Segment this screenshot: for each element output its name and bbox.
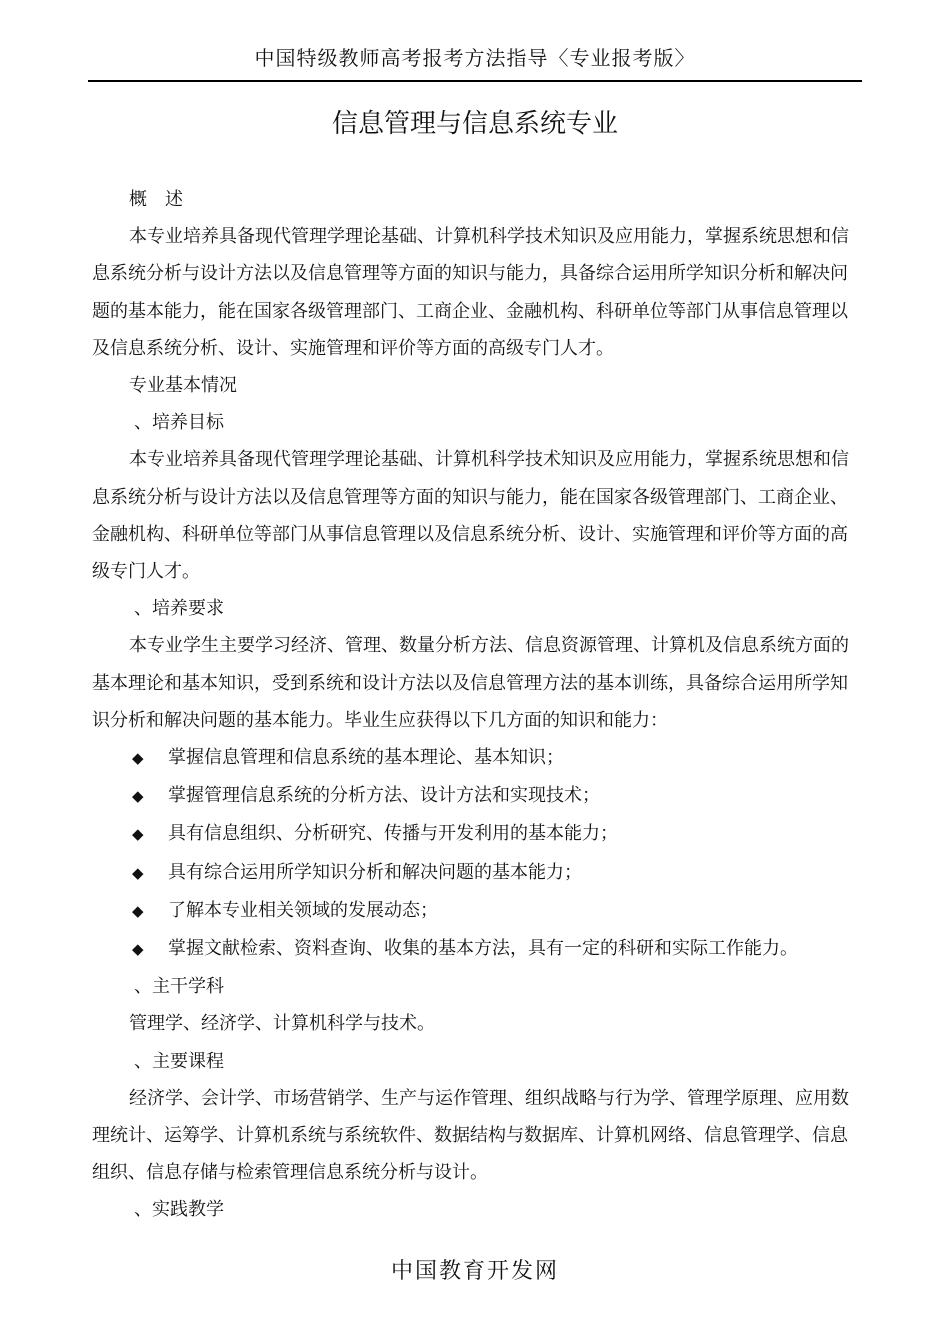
list-item — [92, 739, 860, 777]
document-title: 信息管理与信息系统专业 — [331, 109, 618, 139]
document-body — [92, 181, 860, 1229]
diamond-bullet-icon: ◆ — [132, 749, 144, 768]
list-item — [92, 854, 860, 892]
main-subject-heading: 、主干学科 — [134, 976, 224, 998]
overview-heading: 概 述 — [129, 189, 183, 210]
list-item — [92, 892, 860, 930]
list-item-text: 具有信息组织、分析研究、传播与开发利用的基本能力； — [168, 823, 618, 845]
diamond-bullet-icon: ◆ — [132, 940, 144, 959]
requirements-paragraph: 本专业学生主要学习经济、管理、数量分析方法、信息资源管理、计算机及信息系统方面的基本理论和基本知识，受到系统和设计方法以及信息管理方法的基本训练，具备综合运用所学知识分析和解决问题的基本能力。毕业生应获得以下几方面的知识和能力： — [92, 635, 849, 731]
list-item — [92, 930, 860, 968]
list-item-text: 掌握管理信息系统的分析方法、设计方法和实现技术； — [168, 785, 600, 807]
list-item-text: 掌握文献检索、资料查询、收集的基本方法，具有一定的科研和实际工作能力。 — [168, 938, 798, 960]
basic-info-heading: 专业基本情况 — [129, 375, 237, 397]
diamond-bullet-icon: ◆ — [132, 863, 144, 882]
goal-paragraph: 本专业培养具备现代管理学理论基础、计算机科学技术知识及应用能力，掌握系统思想和信息系统分析与设计方法以及信息管理等方面的知识与能力，能在国家各级管理部门、工商企业、金融机构、科研单位等部门从事信息管理以及信息系统分析、设计、实施管理和评价等方面的高级专门人才。 — [92, 449, 849, 583]
list-item-text: 具有综合运用所学知识分析和解决问题的基本能力； — [168, 861, 582, 883]
header-divider — [88, 80, 862, 82]
list-item-text: 了解本专业相关领域的发展动态； — [168, 899, 438, 921]
practice-heading: 、实践教学 — [134, 1199, 224, 1221]
goal-heading: 、培养目标 — [134, 412, 224, 434]
list-item-text: 掌握信息管理和信息系统的基本理论、基本知识； — [168, 747, 564, 769]
page-header: 中国特级教师高考报考方法指导〈专业报考版〉 — [254, 46, 696, 70]
courses-heading: 、主要课程 — [134, 1050, 224, 1072]
diamond-bullet-icon: ◆ — [132, 787, 144, 806]
requirements-heading: 、培养要求 — [134, 598, 224, 620]
overview-paragraph: 本专业培养具备现代管理学理论基础、计算机科学技术知识及应用能力，掌握系统思想和信息系统分析与设计方法以及信息管理等方面的知识与能力，具备综合运用所学知识分析和解决问题的基本能力，能在国家各级管理部门、工商企业、金融机构、科研单位等部门从事信息管理以及信息系统分析、设计、实施管理和评价等方面的高级专门人才。 — [92, 226, 849, 359]
page-footer: 中国教育开发网 — [390, 1259, 559, 1284]
diamond-bullet-icon: ◆ — [132, 825, 144, 844]
main-subject-paragraph: 管理学、经济学、计算机科学与技术。 — [129, 1013, 435, 1035]
courses-paragraph: 经济学、会计学、市场营销学、生产与运作管理、组织战略与行为学、管理学原理、应用数理统计、运筹学、计算机系统与系统软件、数据结构与数据库、计算机网络、信息管理学、信息组织、信息存储与检索管理信息系统分析与设计。 — [92, 1087, 849, 1184]
list-item — [92, 815, 860, 853]
list-item — [92, 777, 860, 815]
diamond-bullet-icon: ◆ — [132, 901, 144, 920]
